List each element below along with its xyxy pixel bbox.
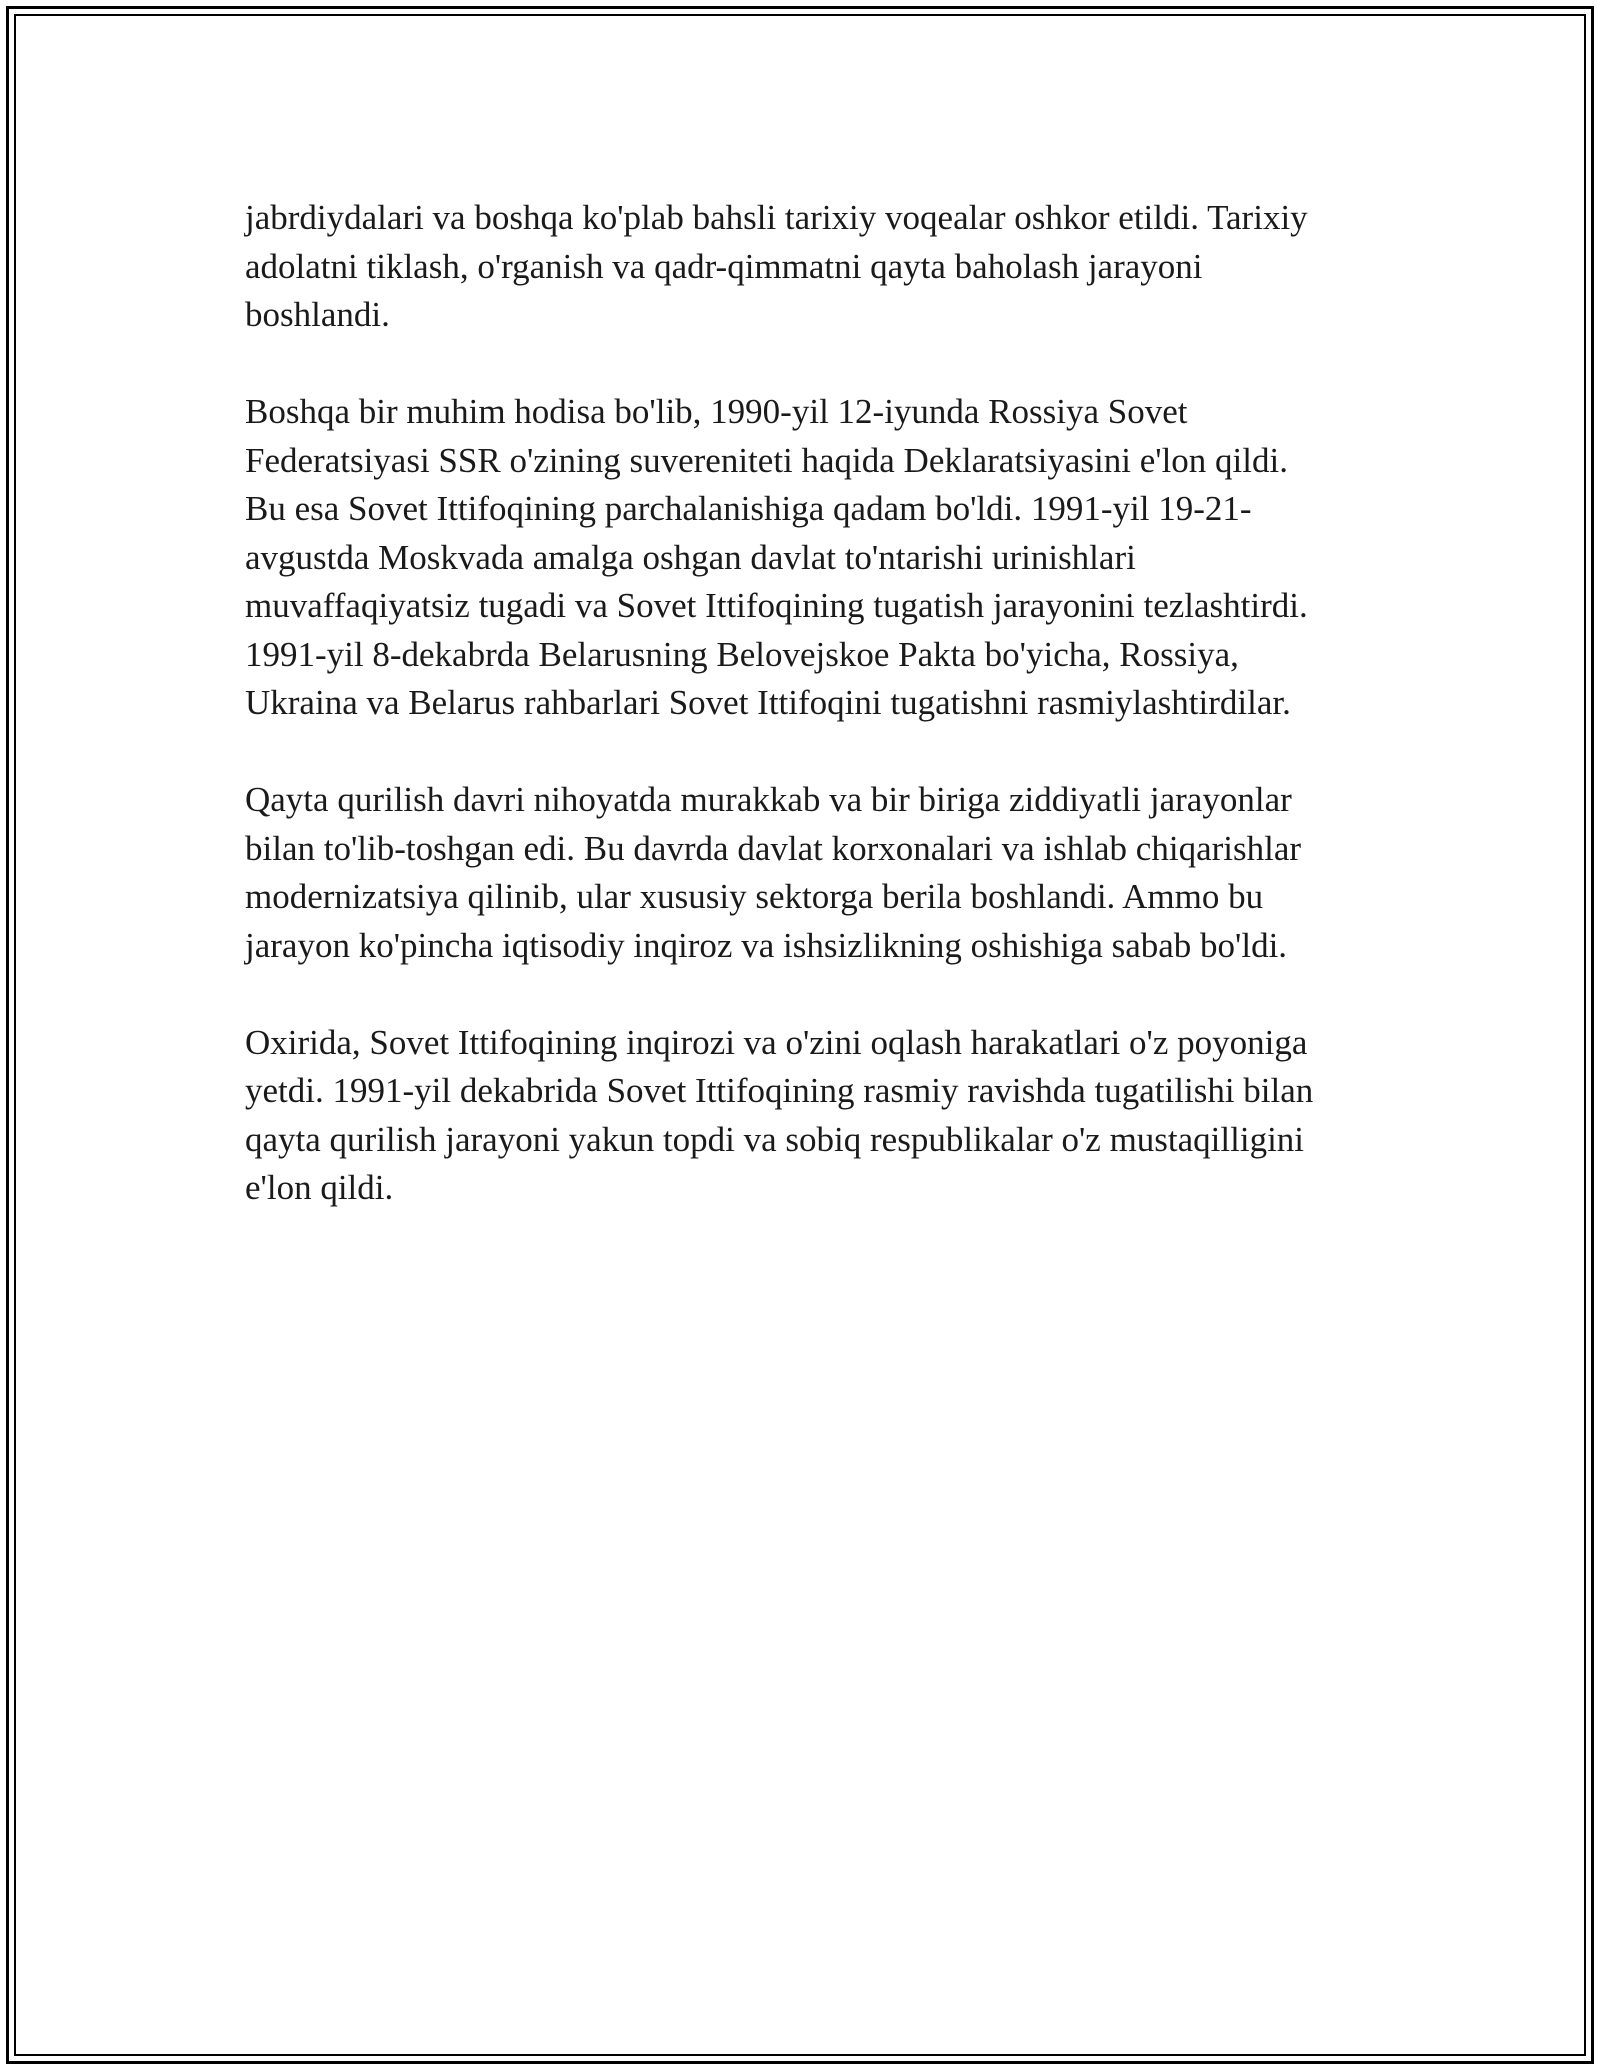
paragraph-4: Oxirida, Sovet Ittifoqining inqirozi va o'zini oqlash harakatlari o'z poyoniga yetdi. 1991-yil dekabrida Sovet Ittifoqining rasmiy ravishda tugatilishi bilan qayta qurilish jarayoni yakun topdi va sobiq respublikalar o'z mustaqilligini e'lon qildi. — [245, 1022, 1314, 1207]
paragraph-1: jabrdiydalari va boshqa ko'plab bahsli tarixiy voqealar oshkor etildi. Tarixiy adolatni tiklash, o'rganish va qadr-qimmatni qayta baholash jarayoni boshlandi. — [245, 198, 1308, 334]
paragraph-3: Qayta qurilish davri nihoyatda murakkab va bir biriga ziddiyatli jarayonlar bilan to'lib-toshgan edi. Bu davrda davlat korxonalari va ishlab chiqarishlar modernizatsiya qilinib, ular xususiy sektorga berila boshlandi. Ammo bu jarayon ko'pincha iqtisodiy inqiroz va ishsizlikning oshishiga sabab bo'ldi. — [245, 780, 1302, 965]
page-frame — [6, 6, 1594, 2064]
document-body — [245, 194, 1395, 1261]
paragraph-2: Boshqa bir muhim hodisa bo'lib, 1990-yil 12-iyunda Rossiya Sovet Federatsiyasi SSR o'zining suvereniteti haqida Deklaratsiyasini e'lon qildi. Bu esa Sovet Ittifoqining parchalanishiga qadam bo'ldi. 1991-yil 19-21- avgustda Moskvada amalga oshgan davlat to'ntarishi urinishlari muvaffaqiyatsiz tugadi va Sovet Ittifoqining tugatish jarayonini tezlashtirdi. 1991-yil 8-dekabrda Belarusning Belovejskoe Pakta bo'yicha, Rossiya, Ukraina va Belarus rahbarlari Sovet Ittifoqini tugatishni rasmiylashtirdilar. — [245, 392, 1308, 722]
